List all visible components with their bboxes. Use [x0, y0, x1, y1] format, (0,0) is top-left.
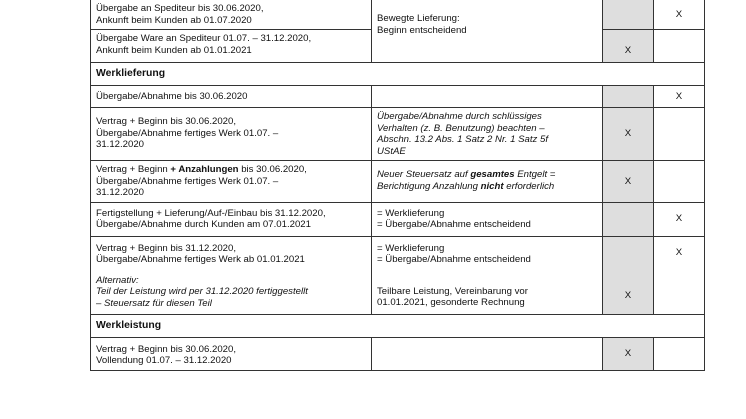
- cell-description: [91, 236, 372, 315]
- cell-mark-col3: X: [603, 108, 654, 161]
- text-line: Ankunft beim Kunden ab 01.01.2021: [96, 44, 252, 56]
- cell-mark-col3: [603, 202, 654, 236]
- text-line: Übergabe an Spediteur bis 30.06.2020,: [96, 3, 264, 14]
- table-row: [91, 85, 705, 108]
- text-line: Übergabe Ware an Spediteur 01.07. – 31.12.2020,: [96, 33, 312, 44]
- cell-mark-col4: X: [654, 236, 705, 315]
- cell-mark-col4: X: [654, 85, 705, 108]
- tax-rate-table: [90, 0, 705, 371]
- section-title: Werklieferung: [91, 63, 705, 86]
- check-mark: X: [624, 44, 632, 56]
- cell-description: [91, 337, 372, 370]
- text-line: Vertrag + Beginn bis 31.12.2020,: [96, 242, 237, 254]
- text-line: 31.12.2020: [96, 139, 145, 150]
- text-line: Vertrag + Beginn bis 30.06.2020,: [96, 343, 237, 355]
- text-line: – Steuersatz für diesen Teil: [96, 297, 212, 309]
- section-header-row: [91, 315, 705, 338]
- text-part: bis 30.06.2020,: [238, 164, 307, 175]
- cell-mark-col4: [654, 0, 705, 30]
- table-row: [91, 161, 705, 203]
- cell-description: Übergabe/Abnahme bis 30.06.2020: [91, 85, 372, 108]
- text-emphasis: gesamtes: [470, 169, 515, 180]
- cell-mark-col4: [654, 30, 705, 63]
- text-line: Übergabe/Abnahme fertiges Werk 01.07. –: [96, 175, 279, 187]
- cell-note: [372, 85, 603, 108]
- text-line: Abschn. 13.2 Abs. 1 Satz 2 Nr. 1 Satz 5f: [377, 134, 549, 145]
- cell-description: [91, 0, 372, 30]
- cell-note: [372, 108, 603, 161]
- text-line: Teil der Leistung wird per 31.12.2020 fertiggestellt: [96, 286, 308, 297]
- text-line: = Übergabe/Abnahme entscheidend: [377, 254, 531, 265]
- text-line: 31.12.2020: [96, 187, 145, 198]
- cell-description: [91, 108, 372, 161]
- text-part: Entgelt =: [514, 169, 556, 180]
- cell-mark-col4: [654, 161, 705, 203]
- text-line: Alternativ:: [96, 274, 139, 286]
- cell-note: [372, 236, 603, 315]
- section-title: Werkleistung: [91, 315, 705, 338]
- text-line: Übergabe/Abnahme fertiges Werk ab 01.01.2021: [96, 254, 305, 265]
- section-header-row: [91, 63, 705, 86]
- cell-mark-col3: [603, 0, 654, 30]
- cell-note: [372, 0, 603, 63]
- table-row: [91, 236, 705, 315]
- text-part: Neuer Steuersatz auf: [377, 169, 471, 180]
- text-part: erforderlich: [503, 180, 555, 192]
- text-line: Verhalten (z. B. Benutzung) beachten –: [377, 122, 545, 134]
- table-row: [91, 337, 705, 370]
- text-line: Teilbare Leistung, Vereinbarung vor: [377, 285, 528, 297]
- text-line: Vollendung 01.07. – 31.12.2020: [96, 355, 232, 366]
- table-row: [91, 108, 705, 161]
- text-line: = Werklieferung: [377, 242, 445, 254]
- cell-note: [372, 202, 603, 236]
- cell-mark-col3: X: [603, 161, 654, 203]
- cell-mark-col4: [654, 337, 705, 370]
- text-line: Übergabe/Abnahme durch schlüssiges: [377, 111, 542, 122]
- table-row: [91, 0, 705, 30]
- cell-mark-col4: [654, 108, 705, 161]
- text-line: Übergabe/Abnahme fertiges Werk 01.07. –: [96, 127, 279, 139]
- text-line: Ankunft beim Kunden ab 01.07.2020: [96, 14, 252, 26]
- text-part: Berichtigung Anzahlung: [377, 180, 481, 192]
- text-line: Vertrag + Beginn bis 30.06.2020,: [96, 116, 237, 127]
- table-row: [91, 202, 705, 236]
- text-line: 01.01.2021, gesonderte Rechnung: [377, 297, 525, 308]
- text-line: Bewegte Lieferung:: [377, 13, 460, 24]
- text-line: Beginn entscheidend: [377, 24, 467, 36]
- text-emphasis: nicht: [480, 180, 504, 192]
- text-line: Übergabe/Abnahme durch Kunden am 07.01.2021: [96, 219, 311, 230]
- cell-mark-col3: X: [603, 236, 654, 315]
- cell-mark-col3: X: [603, 337, 654, 370]
- cell-description: [91, 30, 372, 63]
- cell-mark-col3: [603, 30, 654, 63]
- cell-note: [372, 161, 603, 203]
- cell-mark-col3: [603, 85, 654, 108]
- cell-description: [91, 202, 372, 236]
- text-emphasis: + Anzahlungen: [170, 164, 239, 175]
- check-mark: X: [675, 8, 683, 20]
- cell-note: [372, 337, 603, 370]
- cell-description: [91, 161, 372, 203]
- text-line: = Übergabe/Abnahme entscheidend: [377, 219, 531, 230]
- text-line: Fertigstellung + Lieferung/Auf-/Einbau bis 31.12.2020,: [96, 207, 326, 219]
- text-line: = Werklieferung: [377, 207, 445, 219]
- text-line: UStAE: [377, 145, 406, 157]
- text-part: Vertrag + Beginn: [96, 164, 171, 175]
- cell-mark-col4: X: [654, 202, 705, 236]
